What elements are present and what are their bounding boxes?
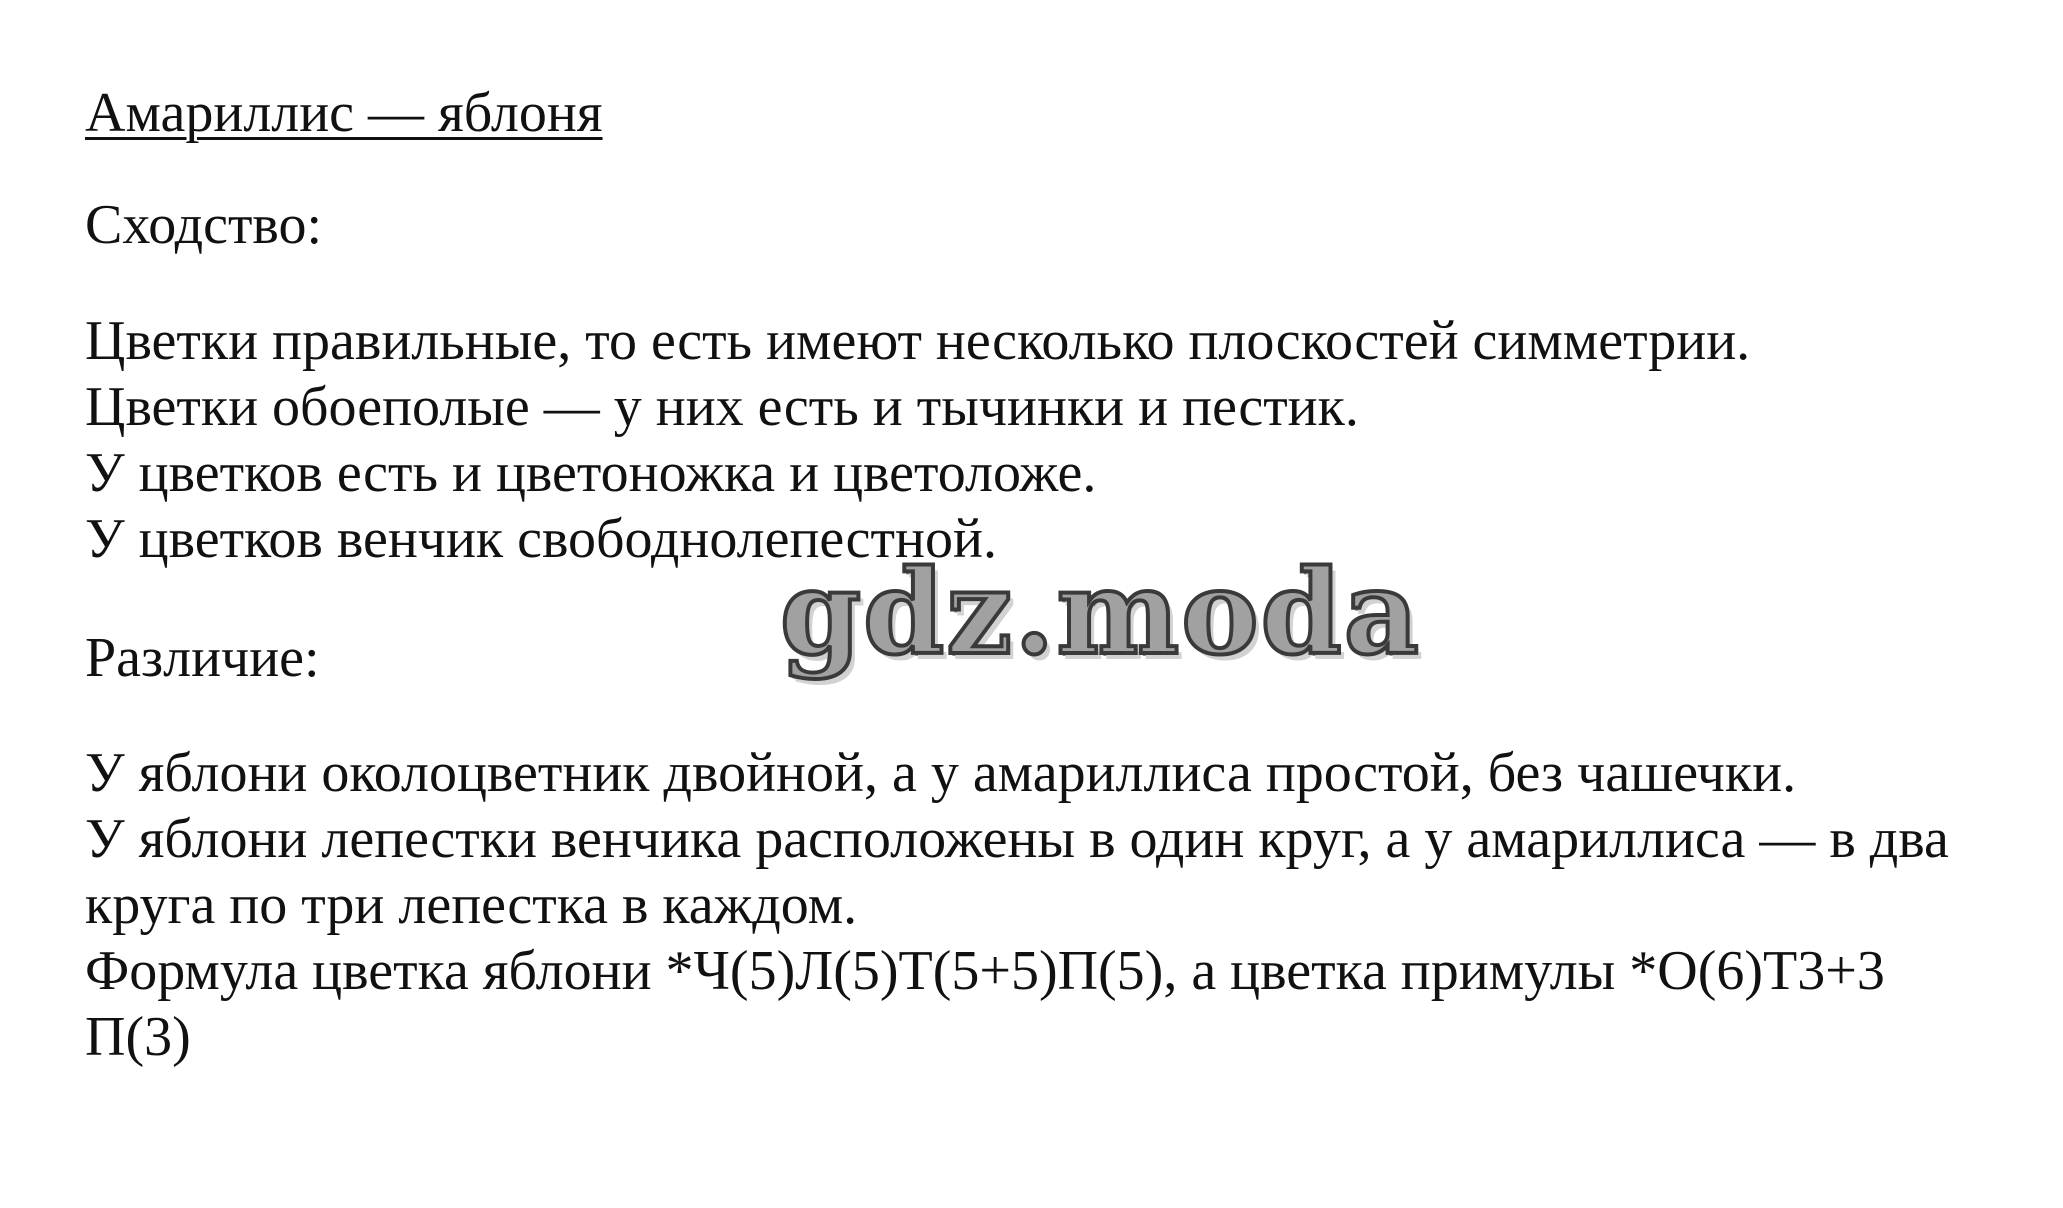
watermark: gdz.moda <box>780 545 1421 681</box>
document-title: Амариллис — яблоня <box>85 82 603 144</box>
similarity-line: Цветки правильные, то есть имеют несколько плоскостей симметрии. <box>85 310 1751 372</box>
similarity-line: У цветков венчик свободнолепестной. <box>85 508 997 570</box>
similarity-list <box>85 308 1750 572</box>
difference-line: У яблони околоцветник двойной, а у амариллиса простой, без чашечки. <box>85 742 1797 804</box>
difference-line: У яблони лепестки венчика расположены в один круг, а у амариллиса — в два круга по три лепестка в каждом. <box>85 808 1949 936</box>
similarity-line: Цветки обоеполые — у них есть и тычинки и пестик. <box>85 376 1359 438</box>
difference-line: Формула цветка яблони *Ч(5)Л(5)Т(5+5)П(5), а цветка примулы *О(6)Т3+3 П(3) <box>85 940 1885 1068</box>
difference-label: Различие: <box>85 627 320 689</box>
similarity-label: Сходство: <box>85 194 323 256</box>
difference-list <box>85 740 1985 1070</box>
similarity-line: У цветков есть и цветоножка и цветоложе. <box>85 442 1097 504</box>
